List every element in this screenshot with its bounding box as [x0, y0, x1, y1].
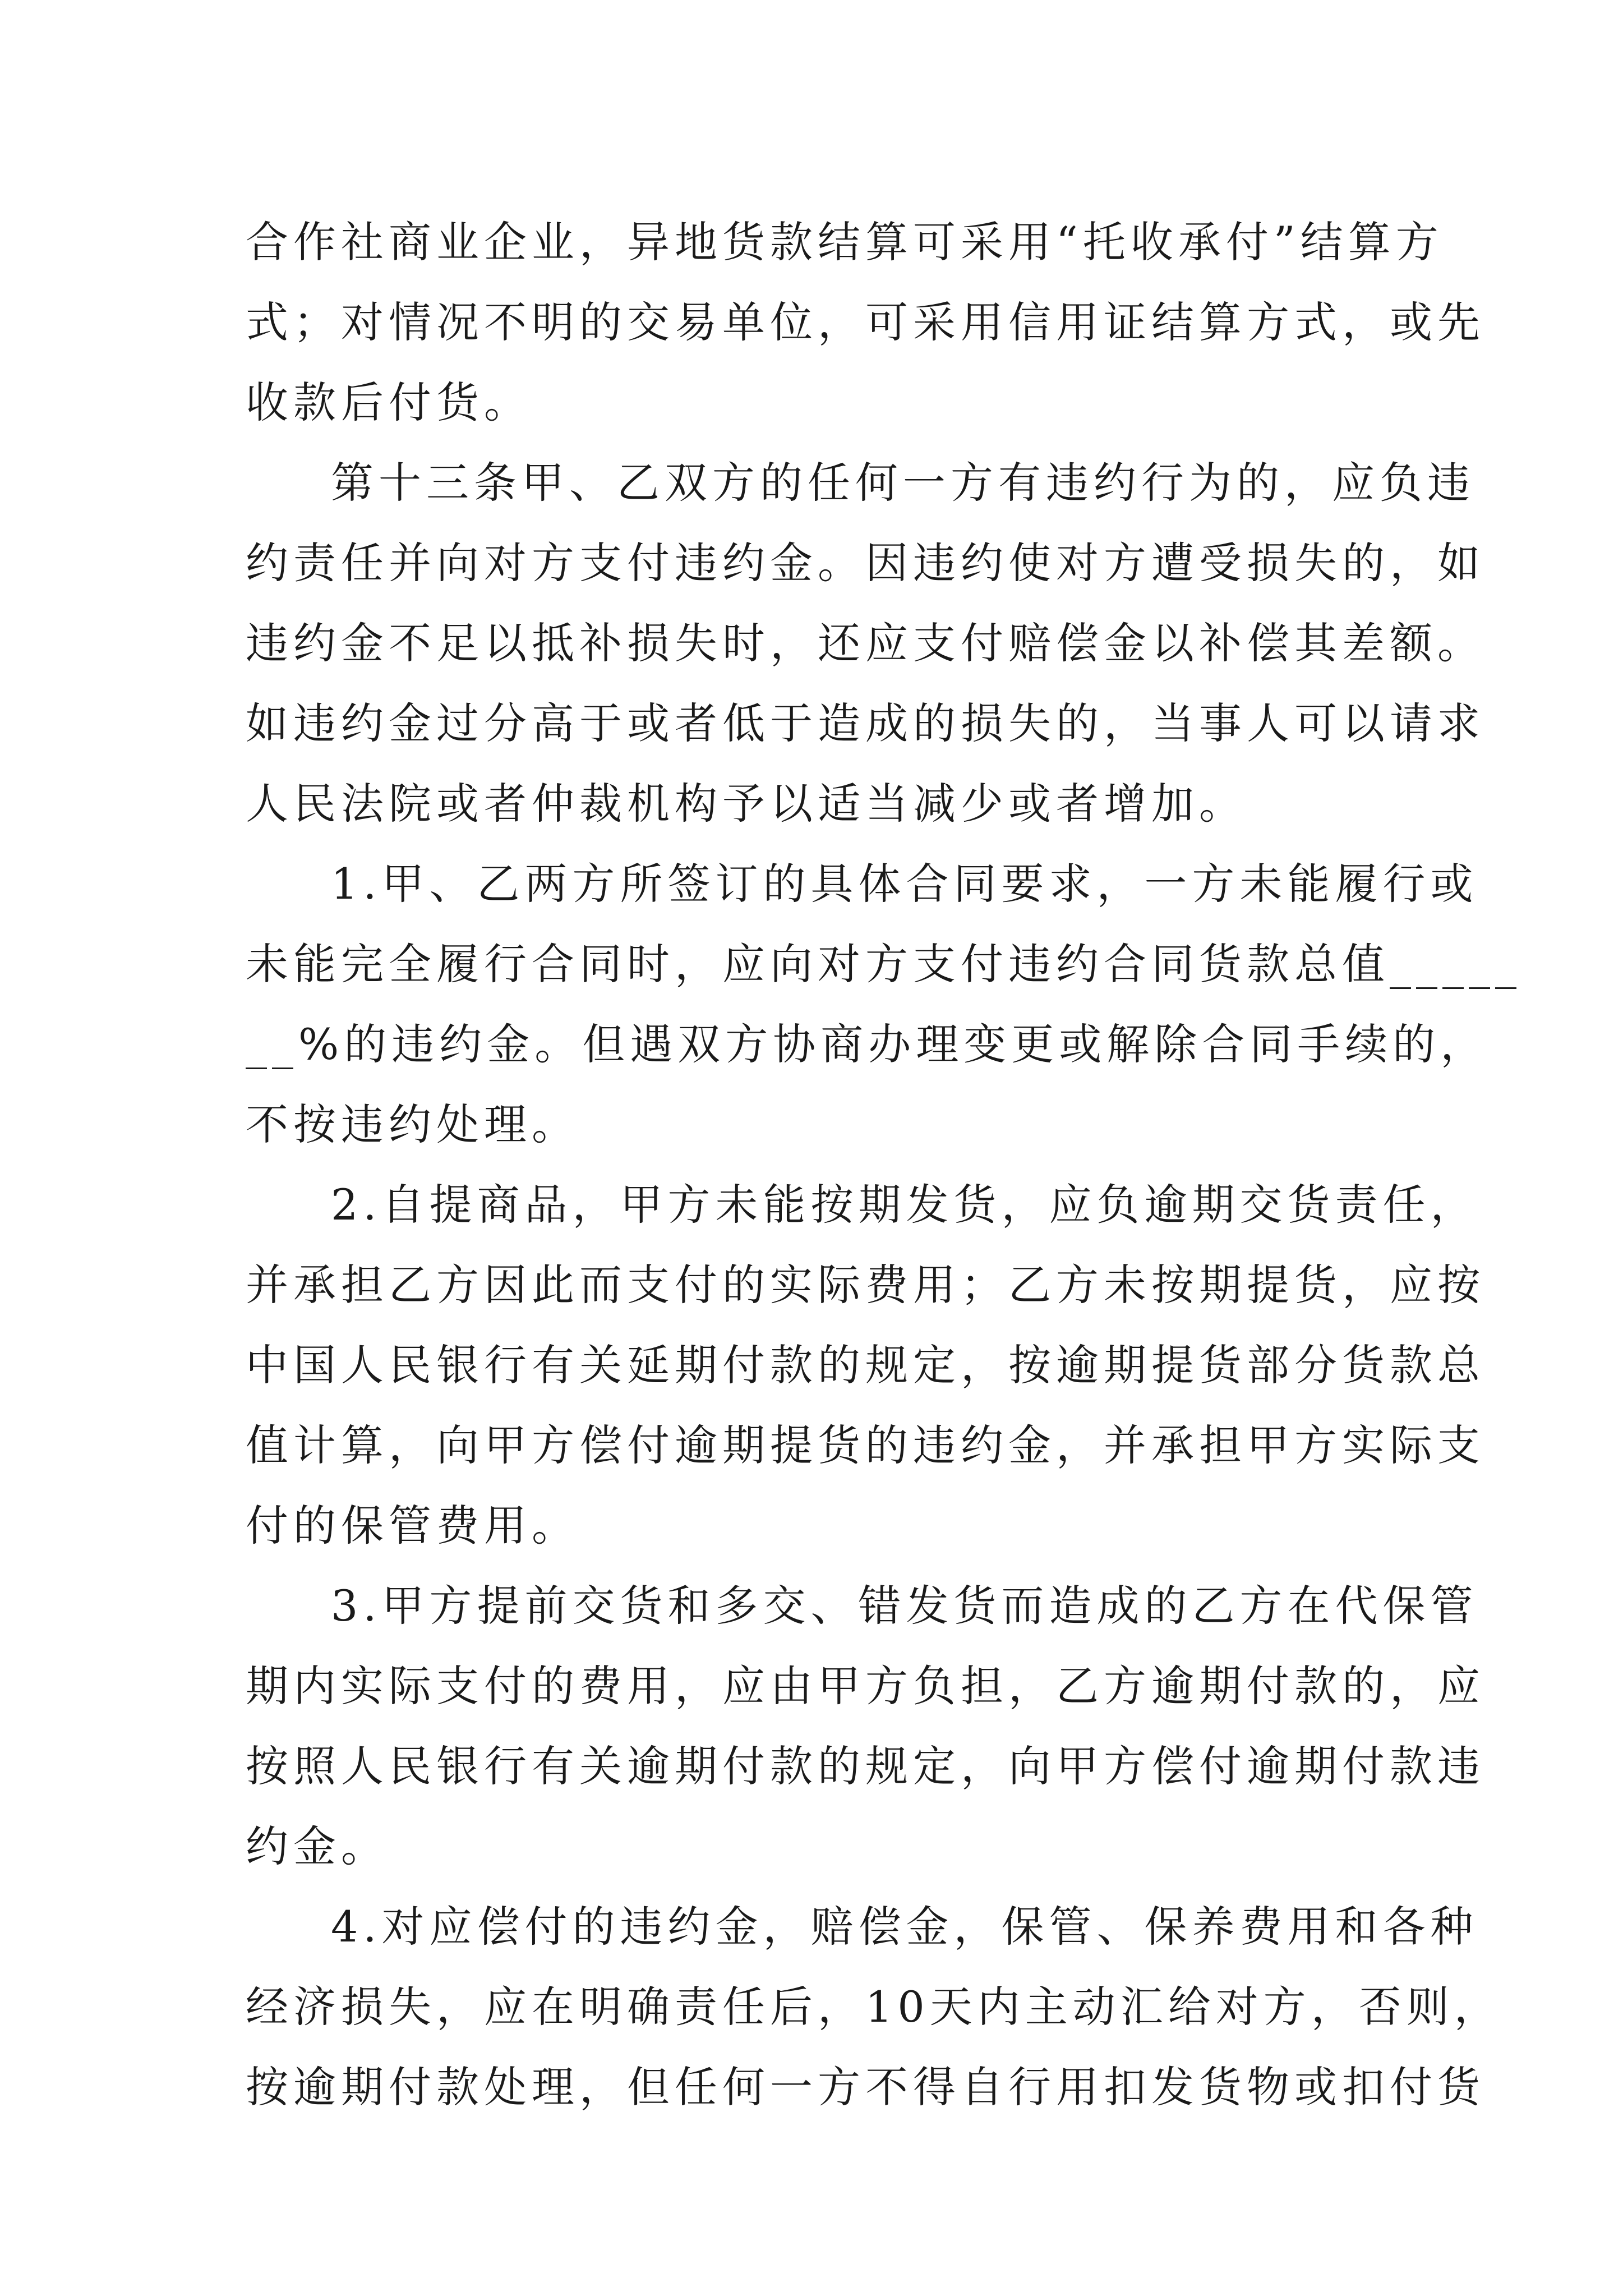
text-line: 合作社商业企业，异地货款结算可采用“托收承付”结算方 [246, 217, 1444, 267]
text-line: 如违约金过分高于或者低于造成的损失的，当事人可以请求 [246, 698, 1485, 748]
text-line: 约责任并向对方支付违约金。因违约使对方遭受损失的，如 [246, 538, 1485, 588]
text-line: 中国人民银行有关延期付款的规定，按逾期提货部分货款总 [246, 1340, 1485, 1390]
text-line: 并承担乙方因此而支付的实际费用；乙方未按期提货，应按 [246, 1260, 1485, 1310]
text-line: 不按违约处理。 [246, 1099, 579, 1149]
text-line: 按逾期付款处理，但任何一方不得自行用扣发货物或扣付货 [246, 2062, 1485, 2112]
document-body [246, 202, 1521, 2127]
text-line: 期内实际支付的费用，应由甲方负担，乙方逾期付款的，应 [246, 1661, 1485, 1711]
text-line: 4.对应偿付的违约金，赔偿金，保管、保养费用和各种 [331, 1902, 1478, 1952]
text-line: 第十三条甲、乙双方的任何一方有违约行为的，应负违 [331, 458, 1475, 508]
text-line: 值计算，向甲方偿付逾期提货的违约金，并承担甲方实际支 [246, 1420, 1485, 1470]
text-line: 人民法院或者仲裁机构予以适当减少或者增加。 [246, 779, 1247, 829]
text-line: 未能完全履行合同时，应向对方支付违约合同货款总值_____ [246, 939, 1521, 989]
text-line: 经济损失，应在明确责任后，10天内主动汇给对方，否则， [246, 1982, 1502, 2032]
text-line: 违约金不足以抵补损失时，还应支付赔偿金以补偿其差额。 [246, 618, 1485, 668]
text-line: 收款后付货。 [246, 378, 532, 427]
text-line: 式；对情况不明的交易单位，可采用信用证结算方式，或先 [246, 297, 1485, 347]
text-line: 2.自提商品，甲方未能按期发货，应负逾期交货责任， [331, 1180, 1478, 1230]
text-line: __%的违约金。但遇双方协商办理变更或解除合同手续的， [246, 1019, 1488, 1069]
text-line: 1.甲、乙两方所签订的具体合同要求，一方未能履行或 [331, 859, 1478, 909]
text-line: 付的保管费用。 [246, 1501, 579, 1550]
text-line: 3.甲方提前交货和多交、错发货而造成的乙方在代保管 [331, 1581, 1478, 1631]
text-line: 约金。 [246, 1821, 389, 1871]
text-line: 按照人民银行有关逾期付款的规定，向甲方偿付逾期付款违 [246, 1741, 1485, 1791]
